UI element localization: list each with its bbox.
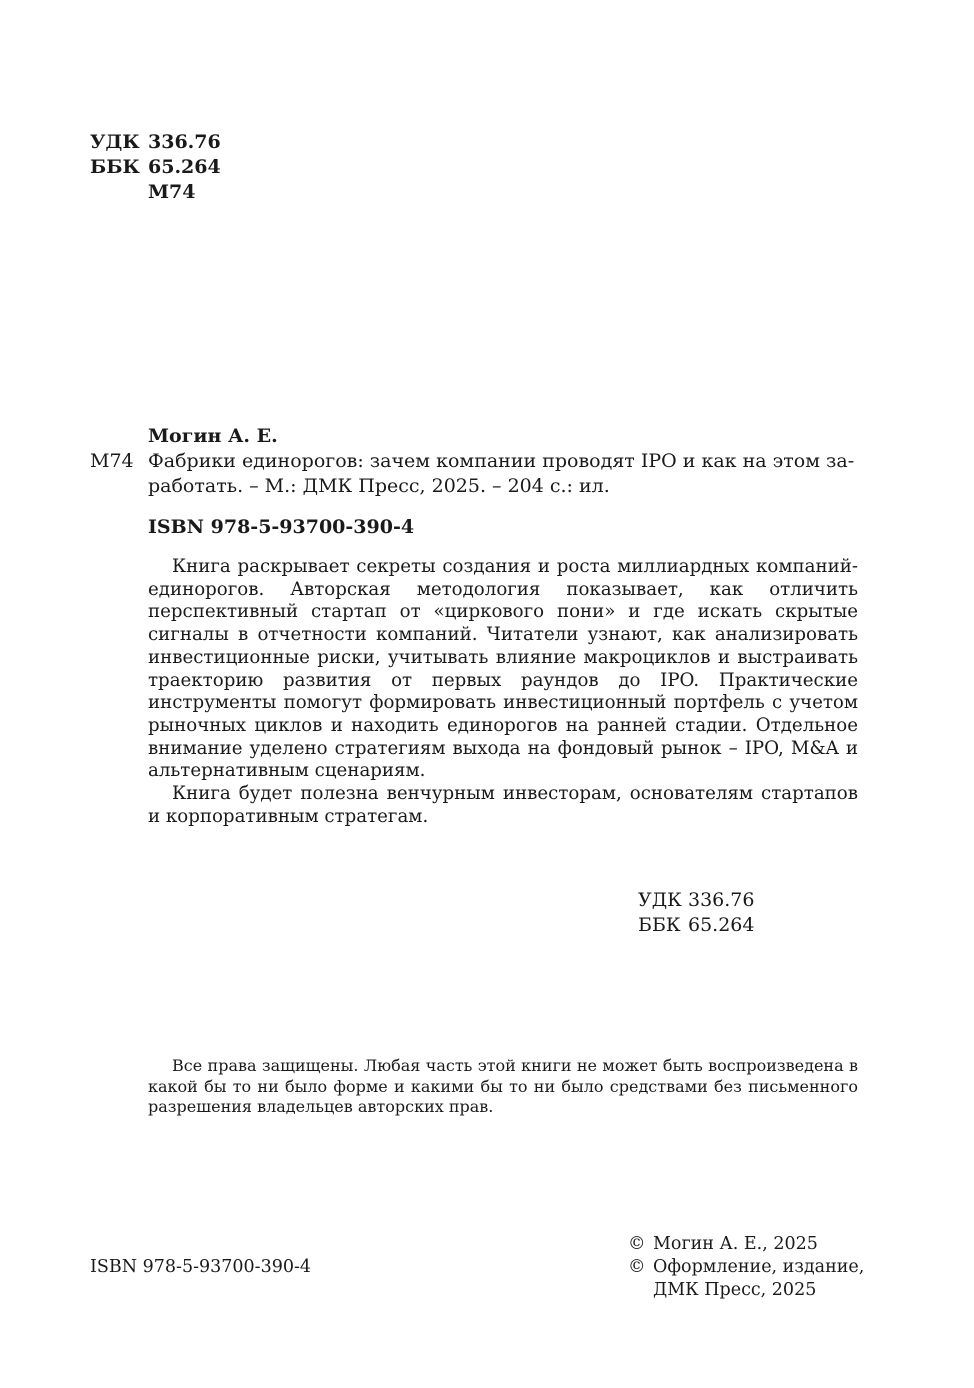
bbk-value: 65.264 [148, 156, 221, 178]
author-mark-value: М74 [148, 181, 196, 203]
udk-label: УДК [90, 131, 140, 153]
rights-notice: Все права защищены. Любая часть этой книги не может быть воспроизведена в какой бы то ни было форме и какими бы то ни было средствами без письменного разрешения владельцев авторских прав. [148, 1056, 858, 1116]
udk-row [90, 130, 221, 155]
classification-codes-bottom [638, 888, 754, 938]
bbk-row [90, 155, 221, 180]
copyright-publisher-line-2: ДМК Пресс, 2025 [653, 1280, 817, 1300]
udk-label-bottom: УДК [638, 889, 682, 911]
record-line-1: Фабрики единорогов: зачем компании проводят IPO и как на этом за- [148, 450, 855, 472]
annotation-paragraph-1: Книга раскрывает секреты создания и роста миллиардных компаний-единорогов. Авторская методология показывает, как отличить перспективный стартап от «циркового пони» и где искать скрытые сигналы в отчетности компаний. Читатели узнают, как анализировать инвестиционные риски, учитывать влияние макроциклов и выстраивать траекторию развития от первых раундов до IPO. Практические инструменты помогут формировать инвестиционный портфель с учетом рыночных циклов и находить единорогов на ранней стадии. Отдельное внимание уделено стратегиям выхода на фондовый рынок – IPO, M&A и альтернативным сценариям. [148, 556, 858, 782]
author-mark-row [90, 180, 221, 205]
bibliographic-record [90, 424, 858, 499]
classification-codes-top [90, 130, 221, 205]
copyright-author: Могин А. Е., 2025 [653, 1234, 818, 1254]
isbn-main: ISBN 978-5-93700-390-4 [148, 516, 415, 538]
bbk-value-bottom: 65.264 [688, 914, 755, 936]
isbn-footer: ISBN 978-5-93700-390-4 [90, 1257, 312, 1277]
author-mark: М74 [90, 450, 134, 472]
annotation-paragraph-2: Книга будет полезна венчурным инвесторам, основателям стартапов и корпоративным стратегам. [148, 783, 858, 827]
copyright-block [628, 1233, 864, 1302]
author-name: Могин А. Е. [148, 425, 278, 447]
author-mark-label [90, 180, 148, 205]
copyright-symbol: © [628, 1257, 646, 1277]
copyright-publisher-line-1: Оформление, издание, [653, 1257, 865, 1277]
copyright-symbol: © [628, 1234, 646, 1254]
bbk-label-bottom: ББК [638, 914, 681, 936]
record-line-2: работать. – М.: ДМК Пресс, 2025. – 204 с.: ил. [148, 475, 610, 497]
udk-value-bottom: 336.76 [688, 889, 755, 911]
annotation [148, 556, 858, 828]
udk-value: 336.76 [148, 131, 221, 153]
bbk-label: ББК [90, 156, 140, 178]
